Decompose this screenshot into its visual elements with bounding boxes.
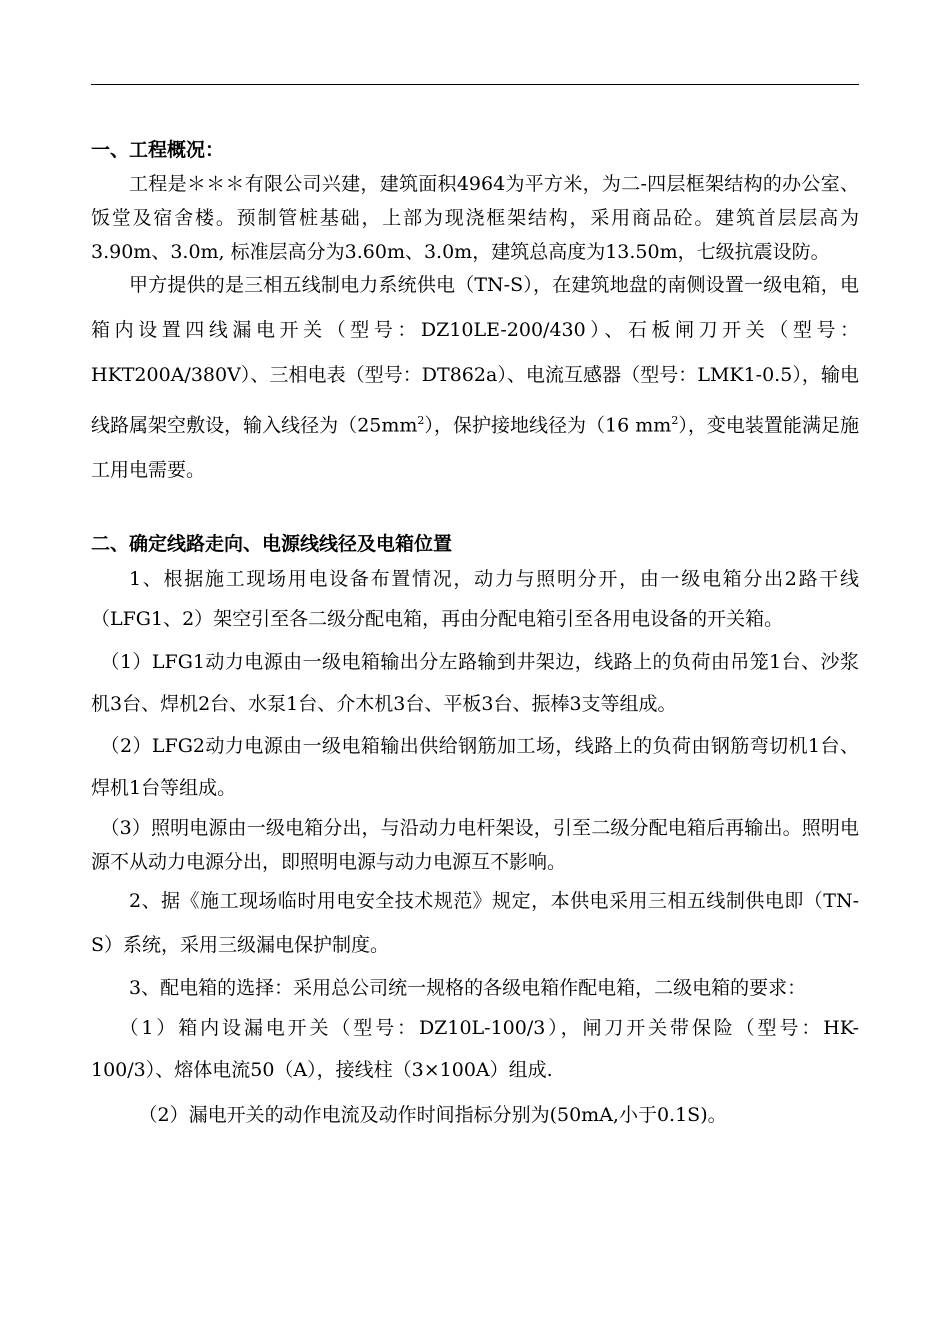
header-rule: [91, 84, 859, 85]
section2-sub3: （3）照明电源由一级电箱分出，与沿动力电杆架设，引至二级分配电箱后再输出。照明电源不从动力电源分出，即照明电源与动力电源互不影响。: [91, 817, 859, 874]
para2-text-a: 甲方提供的是三相五线制电力系统供电（TN-S），在建筑地盘的南侧设置一级电箱，电箱内设置四线漏电开关（型号：DZ10LE-200/430）、石板闸刀开关（型号：HKT200A/380V）、三相电表（型号：DT862a）、电流互感器（型号：LMK1-0.5），输电线路属架空敷设，输入线径为（25mm: [91, 274, 859, 437]
superscript-1: 2: [417, 414, 425, 427]
section1-paragraph2: [91, 263, 859, 493]
section2-heading: 二、确定线路走向、电源线线径及电箱位置: [91, 533, 453, 556]
section1-heading: 一、工程概况：: [91, 139, 225, 161]
section1-paragraph1: 工程是＊＊＊有限公司兴建，建筑面积4964为平方米，为二-四层框架结构的办公室、饭堂及宿舍楼。预制管桩基础，上部为现浇框架结构，采用商品砼。建筑首层层高为3.90m、3.0m, 标准层高分为3.60m、3.0m，建筑总高度为13.50m，七级抗震设防。: [91, 173, 859, 263]
para2-text-b: ），保护接地线径为（16 mm: [424, 414, 672, 437]
superscript-2: 2: [671, 414, 679, 427]
document-body: [91, 133, 859, 1135]
section2-item1: 1、根据施工现场用电设备布置情况，动力与照明分开，由一级电箱分出2路干线（LFG1、2）架空引至各二级分配电箱，再由分配电箱引至各用电设备的开关箱。: [91, 568, 859, 631]
section2-sub2: （2）LFG2动力电源由一级电箱输出供给钢筋加工场，线路上的负荷由钢筋弯切机1台、焊机1台等组成。: [91, 735, 859, 800]
section-gap: [91, 493, 859, 527]
section2-item2: 2、据《施工现场临时用电安全技术规范》规定，本供电采用三相五线制供电即（TN-S）系统，采用三级漏电保护制度。: [91, 890, 859, 957]
section2-req1: （1）箱内设漏电开关（型号：DZ10L-100/3），闸刀开关带保险（型号：HK-100/3）、熔体电流50（A），接线柱（3×100A）组成.: [91, 1017, 859, 1082]
section2-sub1: （1）LFG1动力电源由一级电箱输出分左路输到井架边，线路上的负荷由吊笼1台、沙浆机3台、焊机2台、水泵1台、介木机3台、平板3台、振棒3支等组成。: [91, 651, 859, 716]
section2-item3: 3、配电箱的选择：采用总公司统一规格的各级电箱作配电箱，二级电箱的要求：: [129, 977, 807, 1000]
section2-req2: （2）漏电开关的动作电流及动作时间指标分别为(50mA,小于0.1S)。: [138, 1104, 727, 1127]
para2-text-c: ），变电装置能满足施工用电需要。: [91, 414, 859, 482]
